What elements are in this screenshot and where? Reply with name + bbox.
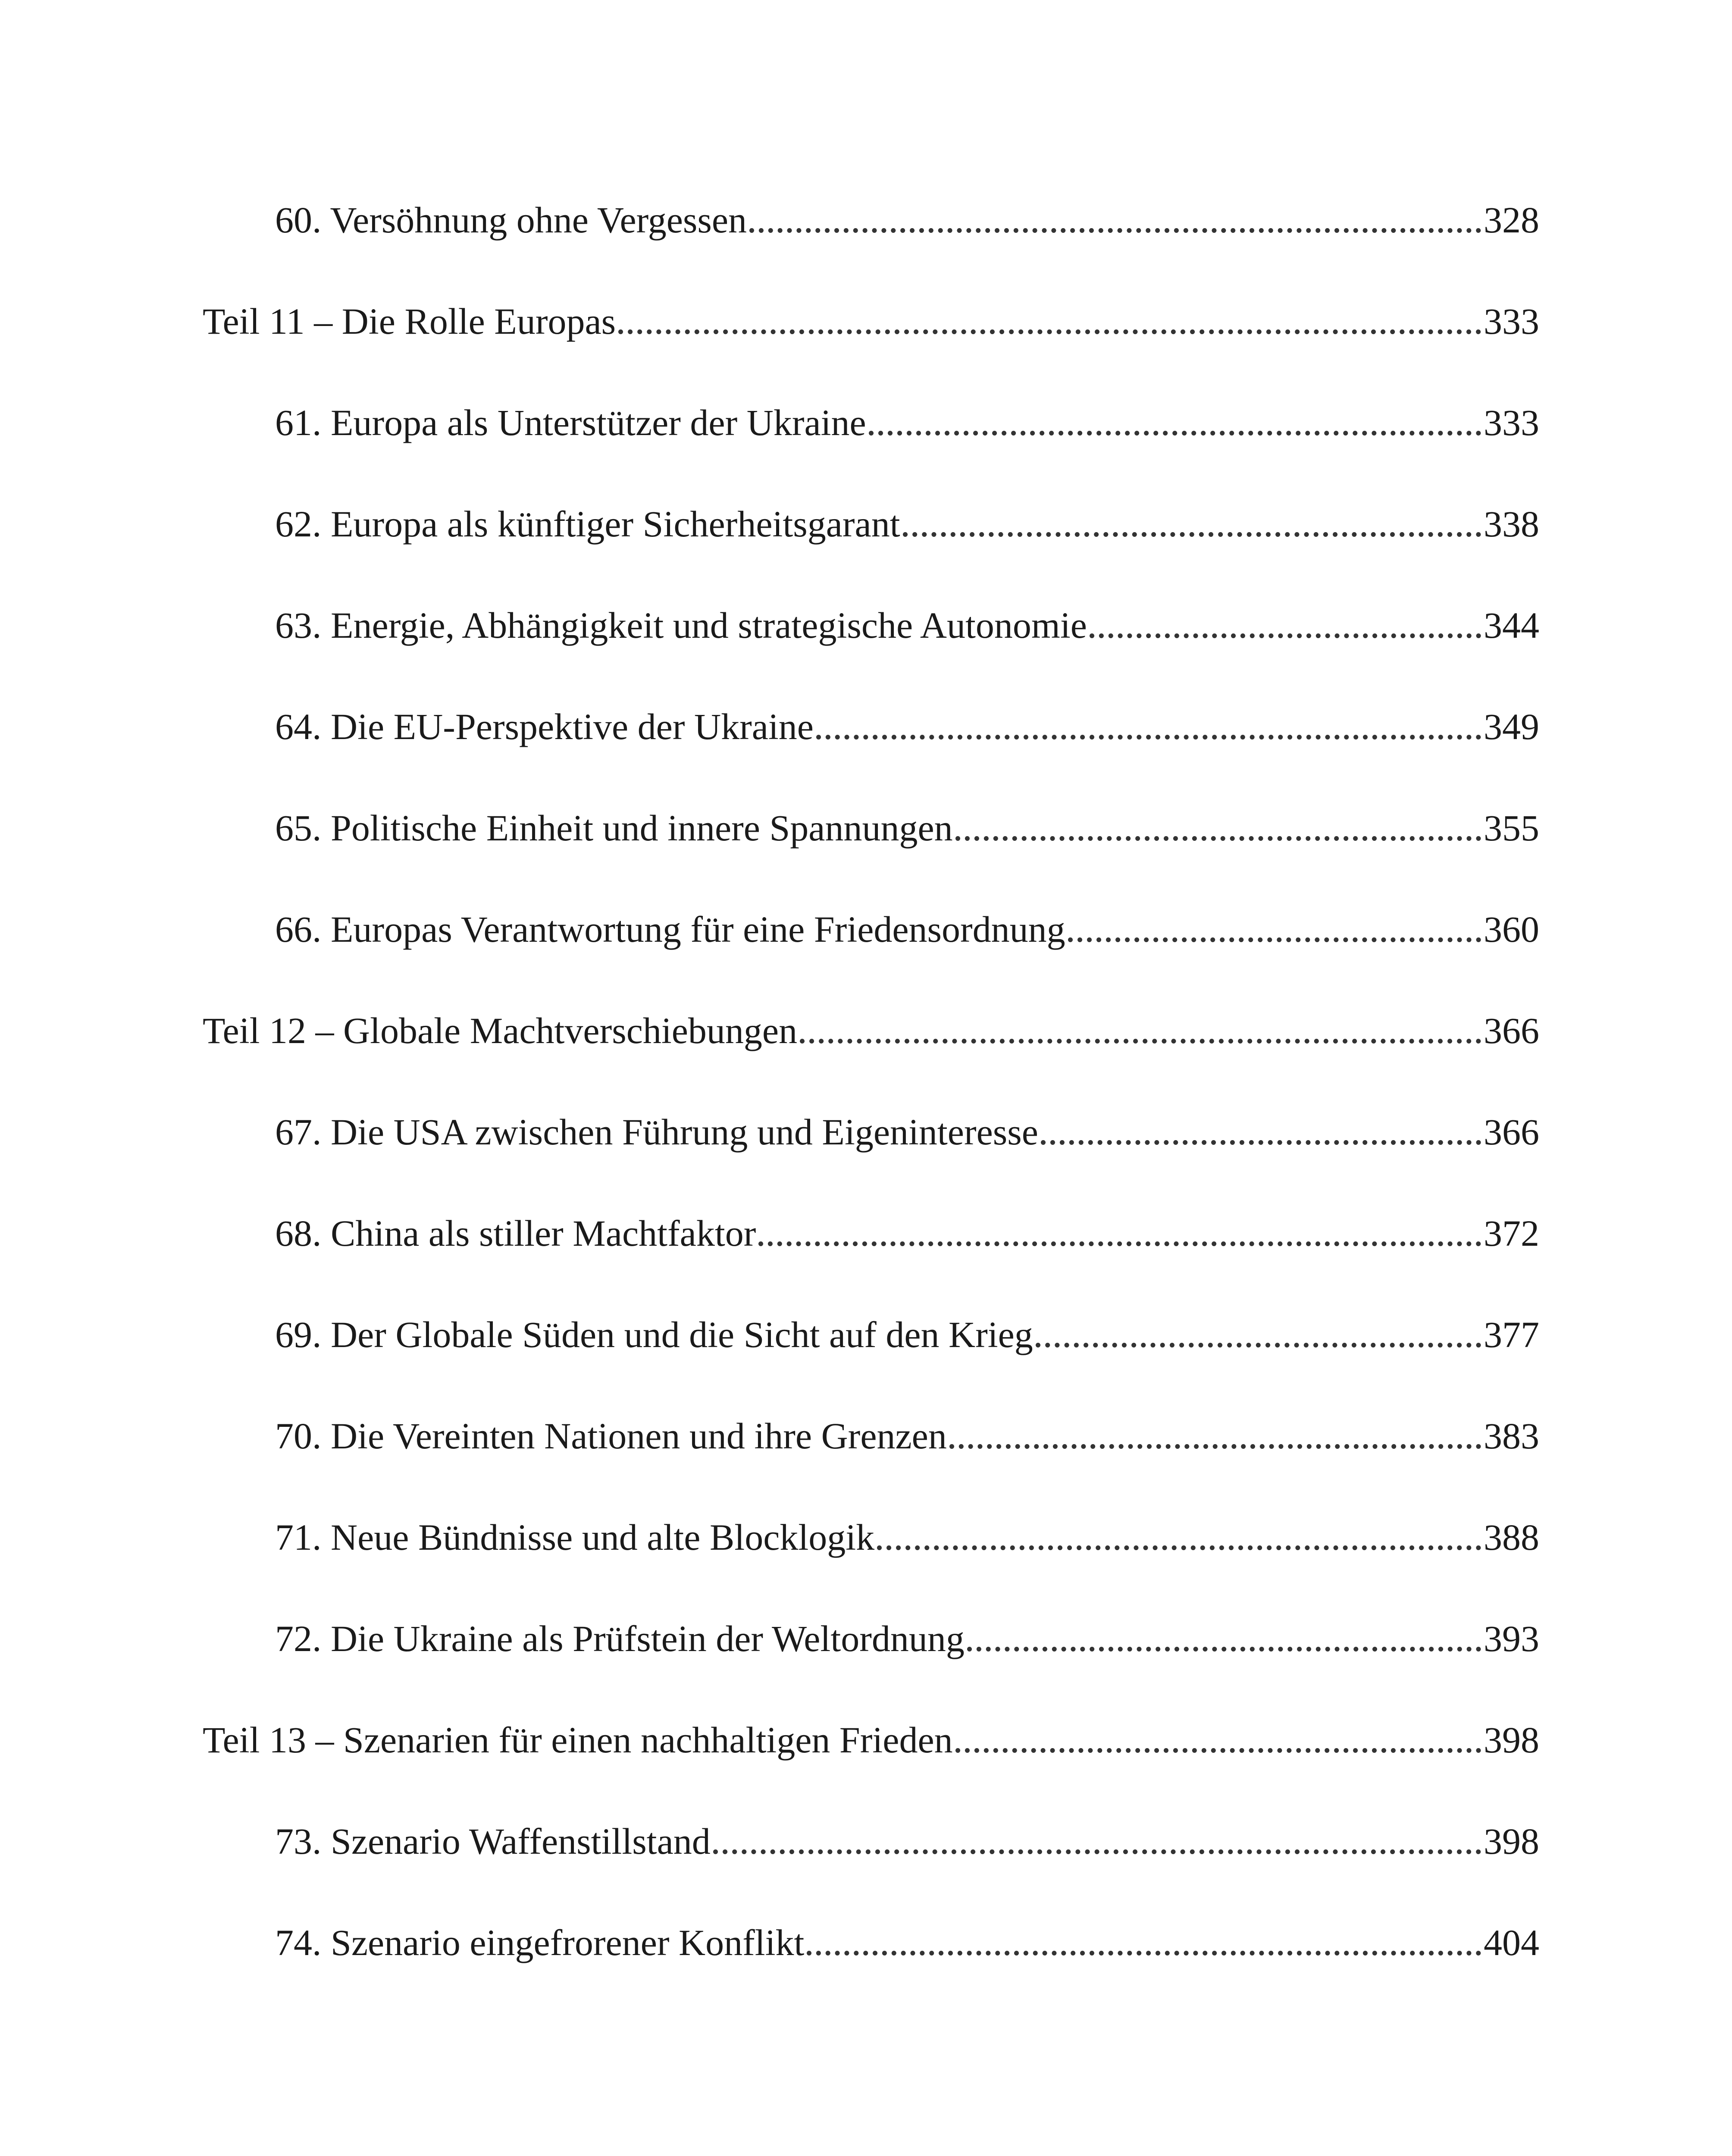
toc-entry-chapter-65[interactable]: [275, 793, 1539, 849]
toc-entry-title: 73. Szenario Waffenstillstand: [275, 1821, 711, 1862]
toc-entry-page-number: 360: [1484, 909, 1539, 950]
dot-leader: [955, 1748, 1481, 1753]
dot-leader: [955, 836, 1481, 841]
dot-leader: [1090, 633, 1481, 638]
toc-entry-chapter-66[interactable]: [275, 895, 1539, 951]
toc-entry-page-number: 349: [1484, 706, 1539, 748]
toc-entry-page-number: 377: [1484, 1314, 1539, 1356]
toc-entry-title: 69. Der Globale Süden und die Sicht auf den Krieg: [275, 1314, 1033, 1356]
toc-entry-chapter-64[interactable]: [275, 692, 1539, 748]
toc-entry-title: 61. Europa als Unterstützer der Ukraine: [275, 402, 866, 444]
toc-entry-page-number: 338: [1484, 503, 1539, 545]
dot-leader: [1068, 937, 1481, 942]
dot-leader: [949, 1444, 1481, 1449]
toc-entry-title: 74. Szenario eingefrorener Konflikt: [275, 1922, 805, 1964]
toc-entry-title: 63. Energie, Abhängigkeit und strategische Autonomie: [275, 605, 1087, 646]
toc-entry-page-number: 388: [1484, 1517, 1539, 1558]
toc-entry-chapter-74[interactable]: [275, 1908, 1539, 1964]
toc-entry-page-number: 398: [1484, 1719, 1539, 1761]
toc-entry-chapter-67[interactable]: [275, 1097, 1539, 1153]
toc-entry-title: 64. Die EU-Perspektive der Ukraine: [275, 706, 814, 748]
toc-entry-title: 71. Neue Bündnisse und alte Blocklogik: [275, 1517, 875, 1558]
toc-entry-page-number: 328: [1484, 199, 1539, 241]
toc-entry-part-12[interactable]: [203, 996, 1539, 1052]
toc-entry-chapter-62[interactable]: [275, 489, 1539, 545]
toc-entry-page-number: 344: [1484, 605, 1539, 646]
toc-entry-chapter-70[interactable]: [275, 1401, 1539, 1457]
toc-entry-page-number: 366: [1484, 1010, 1539, 1052]
toc-entry-title: 65. Politische Einheit und innere Spannungen: [275, 807, 953, 849]
dot-leader: [807, 1951, 1481, 1955]
toc-entry-page-number: 355: [1484, 807, 1539, 849]
toc-entry-title: 62. Europa als künftiger Sicherheitsgarant: [275, 503, 900, 545]
dot-leader: [967, 1647, 1481, 1651]
dot-leader: [903, 532, 1481, 537]
toc-entry-chapter-69[interactable]: [275, 1300, 1539, 1356]
toc-entry-title: 60. Versöhnung ohne Vergessen: [275, 199, 747, 241]
toc-entry-chapter-63[interactable]: [275, 591, 1539, 647]
toc-entry-title: 68. China als stiller Machtfaktor: [275, 1213, 756, 1254]
dot-leader: [713, 1849, 1481, 1854]
toc-entry-chapter-71[interactable]: [275, 1503, 1539, 1559]
toc-entry-title: Teil 11 – Die Rolle Europas: [203, 301, 616, 342]
toc-entry-chapter-61[interactable]: [275, 388, 1539, 444]
toc-entry-title: Teil 13 – Szenarien für einen nachhaltigen Frieden: [203, 1719, 953, 1761]
toc-entry-page-number: 404: [1484, 1922, 1539, 1964]
dot-leader: [1041, 1140, 1481, 1145]
dot-leader: [869, 431, 1481, 436]
toc-entry-chapter-60[interactable]: [275, 185, 1539, 241]
toc-entry-title: 66. Europas Verantwortung für eine Friedensordnung: [275, 909, 1065, 950]
dot-leader: [758, 1241, 1481, 1246]
toc-entry-part-11[interactable]: [203, 287, 1539, 343]
toc-entry-page-number: 383: [1484, 1415, 1539, 1457]
toc-entry-page-number: 372: [1484, 1213, 1539, 1254]
toc-entry-title: 72. Die Ukraine als Prüfstein der Weltordnung: [275, 1618, 965, 1660]
toc-entry-page-number: 398: [1484, 1821, 1539, 1862]
dot-leader: [800, 1039, 1481, 1044]
toc-entry-page-number: 333: [1484, 301, 1539, 342]
toc-entry-chapter-72[interactable]: [275, 1604, 1539, 1660]
dot-leader: [749, 228, 1481, 233]
dot-leader: [618, 329, 1481, 334]
toc-entry-page-number: 333: [1484, 402, 1539, 444]
toc-entry-page-number: 393: [1484, 1618, 1539, 1660]
toc-entry-chapter-68[interactable]: [275, 1199, 1539, 1255]
toc-entry-title: Teil 12 – Globale Machtverschiebungen: [203, 1010, 798, 1052]
toc-entry-title: 70. Die Vereinten Nationen und ihre Grenzen: [275, 1415, 947, 1457]
toc-entry-page-number: 366: [1484, 1111, 1539, 1153]
toc-entry-part-13[interactable]: [203, 1705, 1539, 1761]
dot-leader: [816, 735, 1481, 740]
toc-entry-chapter-73[interactable]: [275, 1807, 1539, 1863]
dot-leader: [1036, 1343, 1481, 1348]
dot-leader: [877, 1545, 1481, 1550]
toc-entry-title: 67. Die USA zwischen Führung und Eigeninteresse: [275, 1111, 1038, 1153]
